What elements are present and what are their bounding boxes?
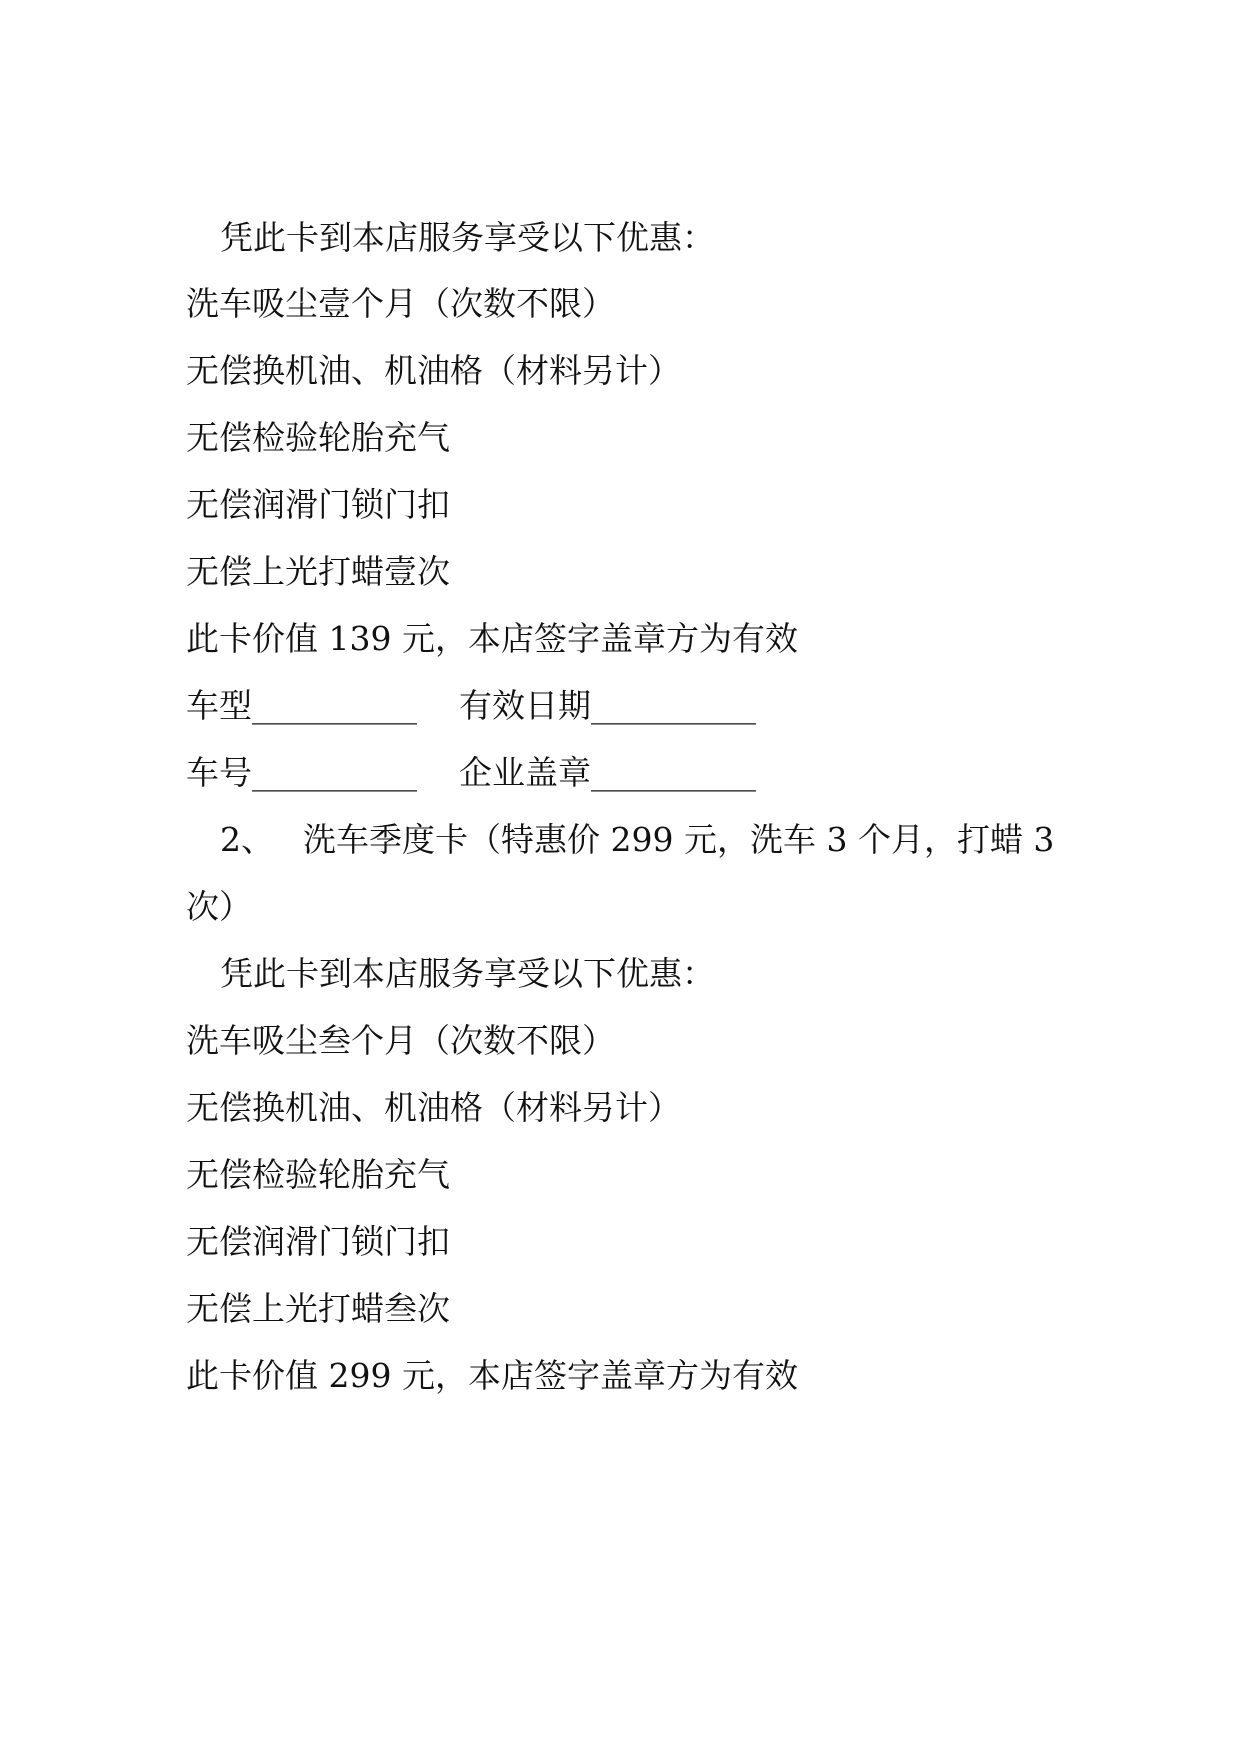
section2-title-line1: 洗车季度卡（特惠价 299 元，洗车 3 个月，打蜡 3 (303, 820, 1055, 859)
section1-fields-row1: 车型__________ 有效日期__________ (186, 686, 756, 725)
section1-item-1: 洗车吸尘壹个月（次数不限） (186, 284, 615, 323)
section1-item-2: 无偿换机油、机油格（材料另计） (186, 351, 681, 390)
section2-value-line: 此卡价值 299 元，本店签字盖章方为有效 (186, 1356, 798, 1395)
section2-item-1: 洗车吸尘叁个月（次数不限） (186, 1021, 615, 1060)
section1-intro: 凭此卡到本店服务享受以下优惠： (220, 218, 715, 257)
section2-item-5: 无偿上光打蜡叁次 (186, 1289, 450, 1328)
section1-item-3: 无偿检验轮胎充气 (186, 418, 450, 457)
section2-title-line2: 次） (186, 887, 252, 926)
section2-item-3: 无偿检验轮胎充气 (186, 1155, 450, 1194)
section2-item-4: 无偿润滑门锁门扣 (186, 1222, 450, 1261)
section1-value-line: 此卡价值 139 元，本店签字盖章方为有效 (186, 619, 798, 658)
section2-number: 2、 (220, 820, 274, 859)
section1-item-5: 无偿上光打蜡壹次 (186, 552, 450, 591)
section2-intro: 凭此卡到本店服务享受以下优惠： (220, 954, 715, 993)
section2-item-2: 无偿换机油、机油格（材料另计） (186, 1088, 681, 1127)
section1-fields-row2: 车号__________ 企业盖章__________ (186, 753, 756, 792)
section1-item-4: 无偿润滑门锁门扣 (186, 485, 450, 524)
